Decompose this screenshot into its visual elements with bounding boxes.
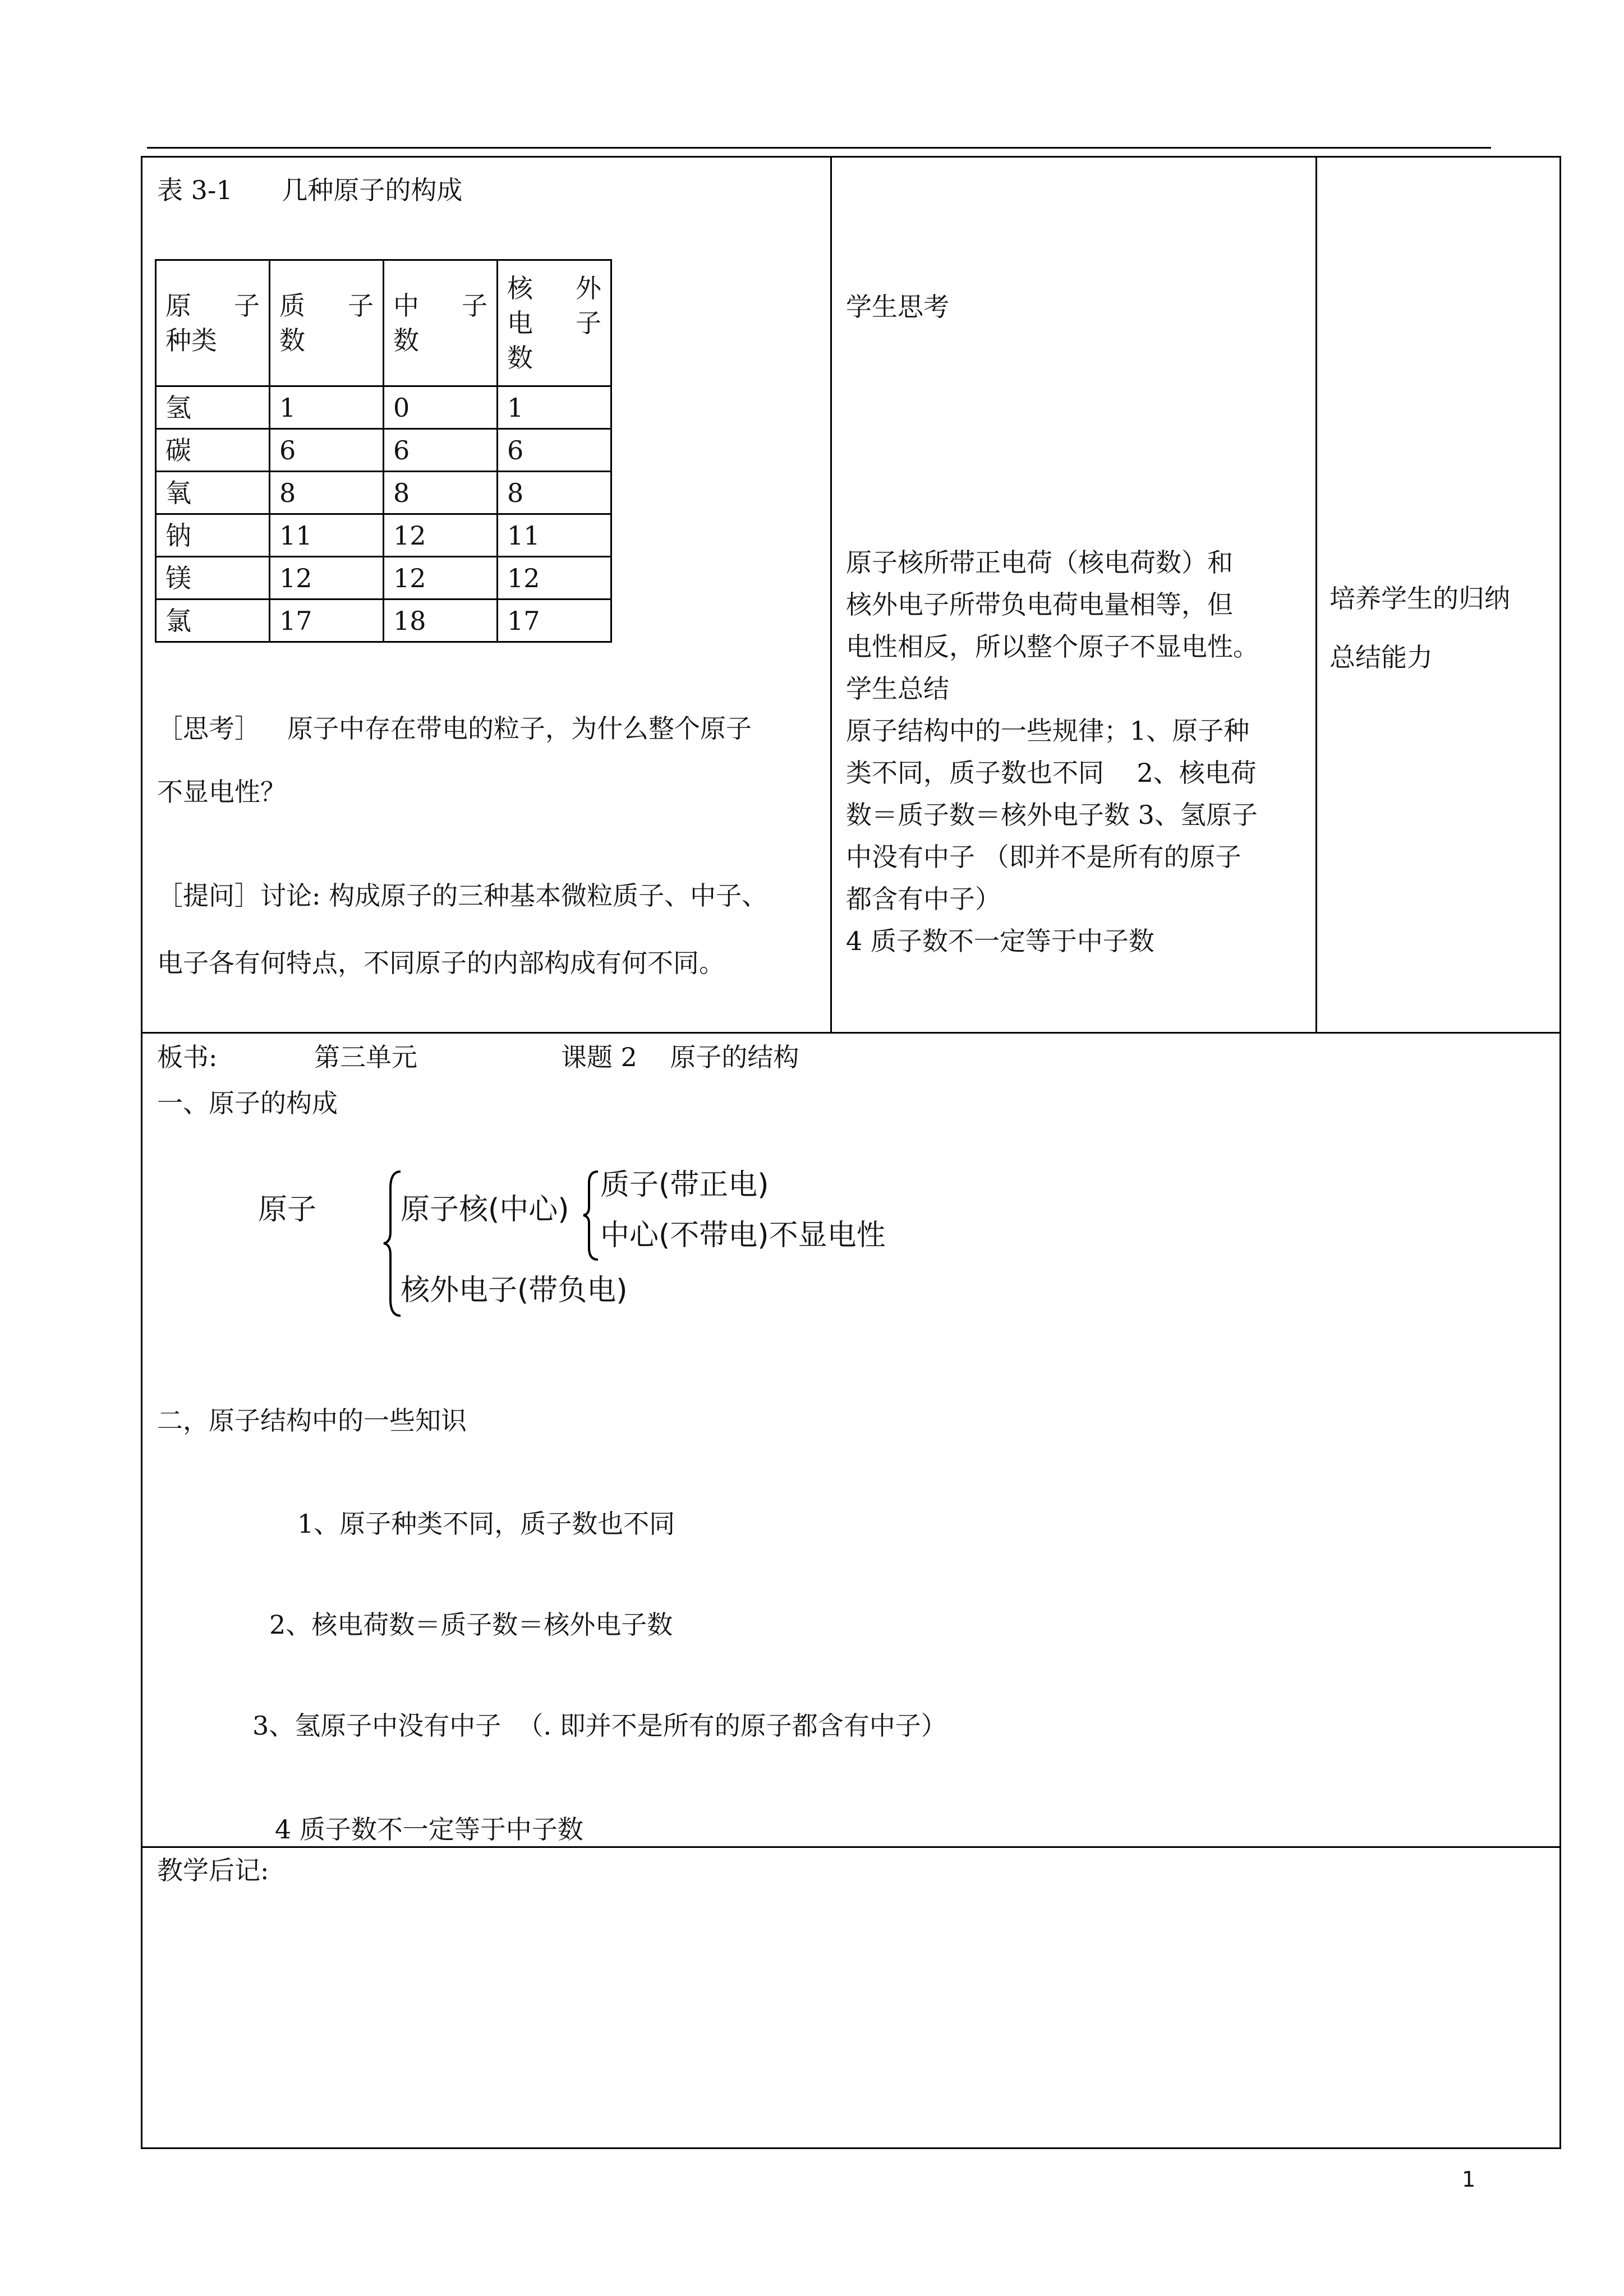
table-cell: 17 <box>498 600 611 642</box>
table-row <box>156 472 611 514</box>
board-point-2: 2、核电荷数＝质子数＝核外电子数 <box>269 1610 673 1640</box>
row-divider-1 <box>141 1032 1561 1034</box>
column-divider-1 <box>830 156 832 1033</box>
student-line: 类不同，质子数也不同 2、核电荷 <box>846 758 1257 788</box>
column-divider-2 <box>1315 156 1317 1033</box>
table-cell: 碳 <box>156 429 270 472</box>
student-line: 数＝质子数＝核外电子数 3、氢原子 <box>846 800 1258 830</box>
frame-left <box>141 156 142 2149</box>
table-cell: 12 <box>270 557 384 600</box>
table-cell: 氧 <box>156 472 270 514</box>
frame-top <box>141 156 1561 158</box>
table-cell: 12 <box>384 557 498 600</box>
row-divider-2 <box>141 1846 1561 1848</box>
table-row <box>156 386 611 429</box>
table-header-row <box>156 260 611 386</box>
board-section-1: 一、原子的构成 <box>157 1088 338 1118</box>
atom-composition-table <box>155 259 612 643</box>
table-cell: 氢 <box>156 386 270 429</box>
table-cell: 12 <box>498 557 611 600</box>
student-line: 都含有中子） <box>846 884 1001 914</box>
board-unit: 第三单元 <box>314 1042 417 1072</box>
student-line: 中没有中子 （即并不是所有的原子 <box>846 842 1241 872</box>
table-cell: 氯 <box>156 600 270 642</box>
table-cell: 8 <box>498 472 611 514</box>
table-cell: 6 <box>384 429 498 472</box>
board-point-3: 3、氢原子中没有中子 （. 即并不是所有的原子都含有中子） <box>252 1711 947 1741</box>
board-point-1: 1、原子种类不同，质子数也不同 <box>297 1509 675 1539</box>
header-rule <box>147 147 1491 149</box>
diagram-atom: 原子 <box>258 1193 317 1227</box>
table-cell: 0 <box>384 386 498 429</box>
table-cell: 12 <box>384 514 498 557</box>
student-line: 4 质子数不一定等于中子数 <box>846 926 1154 956</box>
table-cell: 8 <box>270 472 384 514</box>
postscript-label: 教学后记: <box>157 1855 269 1885</box>
student-line: 原子结构中的一些规律；1、原子种 <box>846 716 1250 746</box>
goal-line-1: 培养学生的归纳 <box>1329 583 1510 614</box>
student-line: 核外电子所带负电荷电量相等，但 <box>846 589 1233 620</box>
frame-bottom <box>141 2147 1561 2149</box>
table-caption: 表 3-1 几种原子的构成 <box>157 175 463 205</box>
think-prompt <box>157 713 752 744</box>
table-cell: 6 <box>498 429 611 472</box>
header-atom-type: 原 子 种类 <box>156 260 270 386</box>
diagram-brace-inner <box>581 1169 600 1262</box>
table-cell: 18 <box>384 600 498 642</box>
table-cell: 11 <box>270 514 384 557</box>
student-line: 原子核所带正电荷（核电荷数）和 <box>846 547 1233 578</box>
diagram-neutron: 中心(不带电)不显电性 <box>600 1219 886 1252</box>
page-number: 1 <box>1462 2167 1476 2192</box>
student-line: 学生总结 <box>846 674 949 704</box>
table-cell: 8 <box>384 472 498 514</box>
student-think: 学生思考 <box>846 292 949 322</box>
diagram-electron: 核外电子(带负电) <box>401 1274 628 1307</box>
table-row <box>156 514 611 557</box>
diagram-proton: 质子(带正电) <box>600 1168 769 1202</box>
board-section-2: 二，原子结构中的一些知识 <box>157 1405 467 1436</box>
header-neutron-count: 中 子 数 <box>384 260 498 386</box>
think-text: 原子中存在带电的粒子，为什么整个原子 <box>287 713 752 744</box>
table-cell: 钠 <box>156 514 270 557</box>
student-line: 电性相反，所以整个原子不显电性。 <box>846 631 1259 662</box>
table-row <box>156 429 611 472</box>
table-cell: 镁 <box>156 557 270 600</box>
table-cell: 1 <box>270 386 384 429</box>
question-line-1: ［提问］讨论: 构成原子的三种基本微粒质子、中子、 <box>157 880 768 911</box>
frame-right <box>1559 156 1561 2149</box>
board-header-label: 板书: <box>157 1042 218 1072</box>
board-lesson-title: 课题 2 原子的结构 <box>561 1042 799 1072</box>
goal-line-2: 总结能力 <box>1329 642 1433 672</box>
think-label: ［思考］ <box>157 713 260 744</box>
student-summary-block <box>846 542 1259 962</box>
diagram-nucleus: 原子核(中心) <box>401 1193 569 1227</box>
table-cell: 17 <box>270 600 384 642</box>
table-cell: 1 <box>498 386 611 429</box>
table-row <box>156 600 611 642</box>
think-text-continued: 不显电性？ <box>157 777 286 807</box>
table-cell: 11 <box>498 514 611 557</box>
table-cell: 6 <box>270 429 384 472</box>
question-line-2: 电子各有何特点，不同原子的内部构成有何不同。 <box>157 948 725 978</box>
board-point-4: 4 质子数不一定等于中子数 <box>275 1814 583 1845</box>
header-proton-count: 质 子 数 <box>270 260 384 386</box>
table-row <box>156 557 611 600</box>
header-electron-count: 核 外 电 子 数 <box>498 260 611 386</box>
